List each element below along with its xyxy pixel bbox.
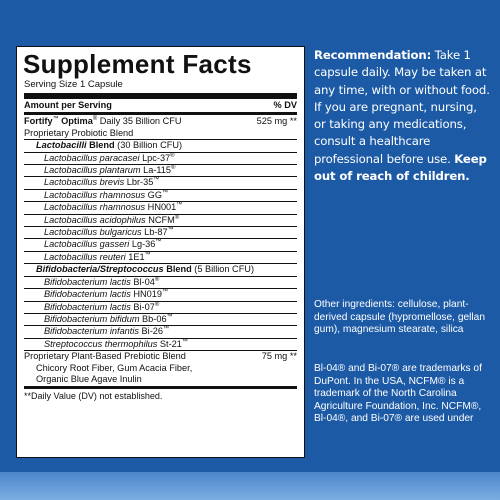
strain-code: GG bbox=[145, 189, 162, 200]
strain-row bbox=[24, 288, 297, 300]
prebiotic-ingredients-row-2 bbox=[24, 374, 297, 385]
strain-mark: ® bbox=[154, 301, 160, 308]
strain-code: Lpc-37 bbox=[139, 152, 171, 163]
strain-species: Lactobacillus brevis bbox=[44, 177, 125, 188]
dv-header: % DV bbox=[273, 100, 297, 110]
prebiotic-label: Proprietary Plant-Based Prebiotic Blend bbox=[24, 351, 186, 362]
amount-header: Amount per Serving bbox=[24, 100, 112, 110]
strain-code: Lb-87 bbox=[141, 227, 168, 238]
strain-mark: ™ bbox=[167, 227, 174, 233]
strain-row bbox=[24, 152, 297, 164]
panel-title: Supplement Facts bbox=[23, 49, 252, 79]
lacto-blend-row bbox=[24, 139, 297, 151]
strain-species: Streptococcus thermophilus bbox=[44, 338, 158, 349]
medium-rule-bottom bbox=[24, 386, 297, 389]
strain-mark: ™ bbox=[155, 239, 162, 246]
serving-size: Serving Size 1 Capsule bbox=[24, 79, 123, 90]
heavy-rule bbox=[24, 93, 297, 99]
strain-species: Lactobacillus paracasei bbox=[44, 152, 140, 163]
strain-species: Lactobacillus gasseri bbox=[44, 239, 130, 250]
bifido-blend-name: Bifidobacteria/Streptococcus bbox=[36, 264, 164, 275]
strain-species: Lactobacillus rhamnosus bbox=[44, 202, 146, 213]
strain-code: Bl-04 bbox=[130, 276, 155, 287]
fortify-amount: 525 mg ** bbox=[256, 116, 297, 127]
lacto-blend-cfu: (30 Billion CFU) bbox=[114, 140, 183, 151]
strain-mark: ™ bbox=[153, 177, 160, 184]
bottom-band bbox=[0, 472, 500, 500]
prebiotic-amount: 75 mg ** bbox=[261, 351, 297, 362]
strain-species: Bifidobacterium infantis bbox=[44, 326, 139, 337]
strain-mark: ™ bbox=[161, 189, 168, 196]
strain-mark: ™ bbox=[166, 313, 173, 320]
strain-mark: ® bbox=[174, 214, 180, 221]
strain-code: Bb-06 bbox=[139, 313, 167, 324]
other-ingredients: Other ingredients: cellulose, plant-derived capsule (hypromellose, gellan gum), magnesium stearate, silica bbox=[314, 299, 486, 336]
strain-species: Lactobacillus bulgaricus bbox=[44, 227, 142, 238]
medium-rule bbox=[24, 112, 297, 115]
strain-species: Bifidobacterium lactis bbox=[44, 289, 131, 300]
strain-mark: ® bbox=[171, 164, 176, 171]
strain-mark: ™ bbox=[163, 326, 169, 333]
strain-row bbox=[24, 226, 297, 238]
lacto-blend-name: Lactobacilli bbox=[36, 140, 87, 151]
strain-species: Lactobacillus acidophilus bbox=[44, 214, 146, 225]
strain-row bbox=[24, 164, 297, 176]
fortify-description: Daily 35 Billion CFU bbox=[97, 116, 182, 127]
probiotic-blend-label: Proprietary Probiotic Blend bbox=[24, 127, 134, 138]
strain-species: Bifidobacterium bifidum bbox=[44, 313, 140, 324]
strain-row bbox=[24, 189, 297, 201]
strain-row bbox=[24, 251, 297, 263]
trademark-notice: Bl-04® and Bi-07® are trademarks of DuPont. In the USA, NCFM® is a trademark of the North Carolina Agriculture Foundation, Inc. NCFM®, Bl-04®, and Bi-07® are used under bbox=[314, 363, 482, 425]
strain-mark: ™ bbox=[181, 338, 188, 345]
strain-row bbox=[24, 201, 297, 213]
strain-row bbox=[24, 301, 297, 313]
strain-mark: ™ bbox=[176, 202, 183, 209]
strain-row bbox=[24, 338, 297, 350]
strain-row bbox=[24, 313, 297, 325]
strain-row bbox=[24, 176, 297, 188]
strain-code: La-115 bbox=[140, 165, 172, 176]
strain-species: Lactobacillus rhamnosus bbox=[44, 189, 146, 200]
strain-code: Bi-26 bbox=[138, 326, 163, 337]
dv-footnote: **Daily Value (DV) not established. bbox=[24, 391, 163, 402]
amount-header-row bbox=[24, 100, 297, 111]
recommendation-body: Take 1 capsule daily. May be taken at any time, with or without food. If you are pregnant, nursing, or taking any medications, consult a healthcare professional before use. bbox=[314, 48, 490, 166]
strain-mark: ™ bbox=[161, 289, 168, 296]
prebiotic-ingredients-2: Organic Blue Agave Inulin bbox=[36, 373, 142, 384]
optima-brand: Optima bbox=[61, 116, 93, 127]
supplement-facts-panel bbox=[16, 46, 305, 458]
strain-code: Lg-36 bbox=[129, 239, 156, 250]
child-warning: Keep out of reach of children. bbox=[314, 151, 487, 184]
strain-code: 1E1 bbox=[125, 251, 145, 262]
lacto-blend-word: Blend bbox=[86, 140, 115, 151]
lacto-strain-list bbox=[24, 152, 297, 264]
strain-mark: ® bbox=[170, 152, 175, 159]
prebiotic-ingredients-1: Chicory Root Fiber, Gum Acacia Fiber, bbox=[36, 362, 193, 373]
probiotic-blend-row bbox=[24, 128, 297, 139]
fortify-brand: Fortify bbox=[24, 116, 53, 127]
strain-code: Bi-07 bbox=[130, 301, 155, 312]
strain-code: St-21 bbox=[157, 338, 182, 349]
strain-species: Lactobacillus plantarum bbox=[44, 165, 141, 176]
strain-row bbox=[24, 325, 297, 337]
strain-species: Lactobacillus reuteri bbox=[44, 251, 126, 262]
strain-code: HN001 bbox=[145, 202, 177, 213]
strain-row bbox=[24, 238, 297, 250]
reg-mark: ® bbox=[92, 116, 98, 123]
bifido-strain-list bbox=[24, 276, 297, 350]
strain-mark: ® bbox=[154, 276, 160, 283]
tm-mark: ™ bbox=[52, 116, 59, 123]
strain-code: NCFM bbox=[145, 214, 175, 225]
strain-code: Lbr-35 bbox=[124, 177, 154, 188]
bifido-blend-word: Blend bbox=[163, 264, 192, 275]
strain-species: Bifidobacterium lactis bbox=[44, 276, 131, 287]
strain-row bbox=[24, 214, 297, 226]
strain-row bbox=[24, 276, 297, 288]
strain-code: HN019 bbox=[130, 289, 162, 300]
prebiotic-ingredients-row bbox=[24, 363, 297, 374]
strain-mark: ™ bbox=[144, 251, 151, 258]
prebiotic-row bbox=[24, 350, 297, 362]
strain-species: Bifidobacterium lactis bbox=[44, 301, 131, 312]
recommendation-label: Recommendation: bbox=[314, 48, 432, 62]
fortify-row bbox=[24, 116, 297, 127]
bifido-blend-row bbox=[24, 263, 297, 275]
bifido-blend-cfu: (5 Billion CFU) bbox=[191, 264, 254, 275]
recommendation-text bbox=[314, 47, 490, 185]
